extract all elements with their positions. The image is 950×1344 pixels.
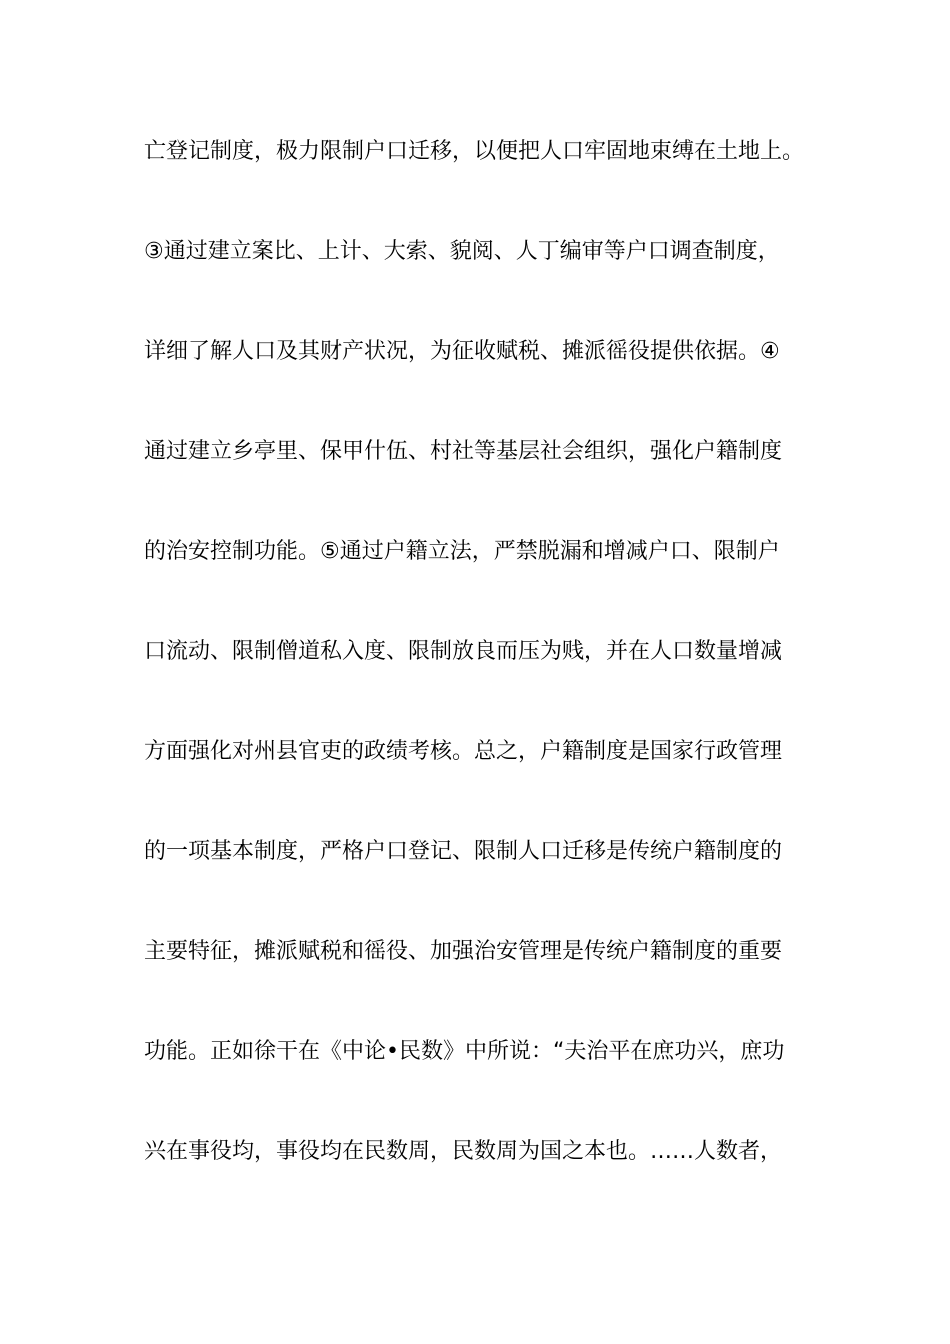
text-line-8: 的一项基本制度，严格户口登记、限制人口迁移是传统户籍制度的 (144, 839, 783, 864)
text-line-10: 功能。正如徐干在《中论•民数》中所说：“夫治平在庶功兴，庶功 (144, 1039, 785, 1064)
text-line-11: 兴在事役均，事役均在民数周，民数周为国之本也。……人数者， (144, 1139, 783, 1164)
text-line-9: 主要特征，摊派赋税和徭役、加强治安管理是传统户籍制度的重要 (144, 939, 783, 964)
text-line-1: 亡登记制度，极力限制户口迁移，以便把人口牢固地束缚在土地上。 (144, 139, 805, 164)
text-line-7: 方面强化对州县官吏的政绩考核。总之，户籍制度是国家行政管理 (144, 739, 783, 764)
text-line-4: 通过建立乡亭里、保甲什伍、村社等基层社会组织，强化户籍制度 (144, 439, 783, 464)
text-line-5: 的治安控制功能。⑤通过户籍立法，严禁脱漏和增减户口、限制户 (144, 539, 780, 564)
text-line-6: 口流动、限制僧道私入度、限制放良而压为贱，并在人口数量增减 (144, 639, 783, 664)
text-line-2: ③通过建立案比、上计、大索、貌阅、人丁编审等户口调查制度， (144, 239, 780, 264)
text-line-3: 详细了解人口及其财产状况，为征收赋税、摊派徭役提供依据。④ (144, 339, 780, 364)
